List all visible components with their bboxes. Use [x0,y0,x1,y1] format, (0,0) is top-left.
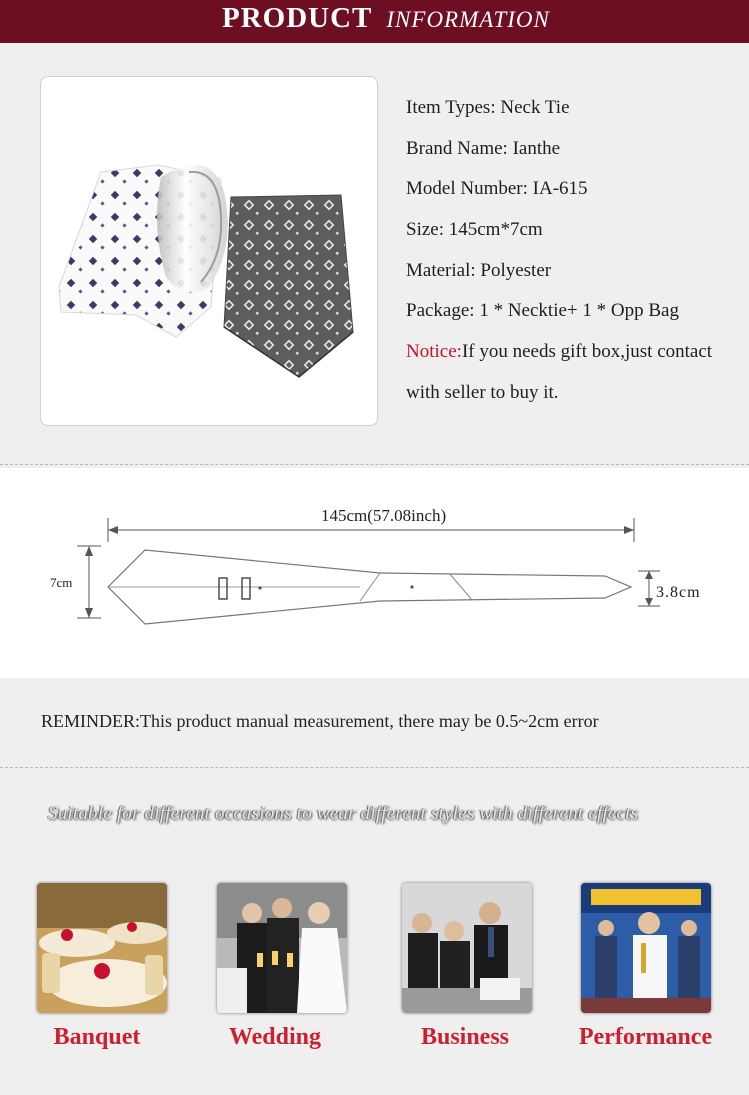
spec-size: Size: 145cm*7cm [406,219,543,241]
header-title-italic: INFORMATION [386,7,550,32]
occasion-label-banquet: Banquet [53,1024,141,1050]
occasion-label-business: Business [420,1024,510,1050]
length-label: 145cm(57.08inch) [318,506,449,526]
spec-list [406,95,746,421]
necktie-product-image [41,77,378,426]
occasions-title: Suitable for different occasions to wear different styles with different effects [48,803,639,824]
notice-text: If you needs gift box,just contact [461,341,713,363]
product-photo [40,76,378,426]
wedding-photo-icon [217,883,347,1013]
business-photo-icon [402,883,532,1013]
spec-brand-name: Brand Name: Ianthe [406,137,561,159]
header-title-bold: PRODUCT [222,2,373,34]
notice-label: Notice: [406,341,462,363]
header-banner [0,0,749,43]
performance-photo-icon [581,883,711,1013]
banquet-photo-icon [37,883,167,1013]
spec-notice-continued: with seller to buy it. [406,381,559,403]
header-title [222,2,550,35]
occasion-label-performance: Performance [578,1024,713,1050]
spec-item-type: Item Types: Neck Tie [406,97,570,118]
product-info-section [0,43,749,458]
section-divider [0,464,749,465]
spec-model-number: Model Number: IA-615 [406,178,588,200]
spec-package: Package: 1 * Necktie+ 1 * Opp Bag [406,300,679,322]
reminder-text: REMINDER:This product manual measurement, there may be 0.5~2cm error [41,711,599,731]
width-label: 7cm [50,575,73,590]
section-divider-2 [0,767,749,768]
occasion-label-wedding: Wedding [228,1024,322,1050]
measurement-section [0,468,749,678]
narrow-width-label: 3.8cm [656,584,701,601]
spec-notice [406,339,746,380]
tie-dimension-diagram [0,468,749,678]
spec-material: Material: Polyester [406,259,552,281]
